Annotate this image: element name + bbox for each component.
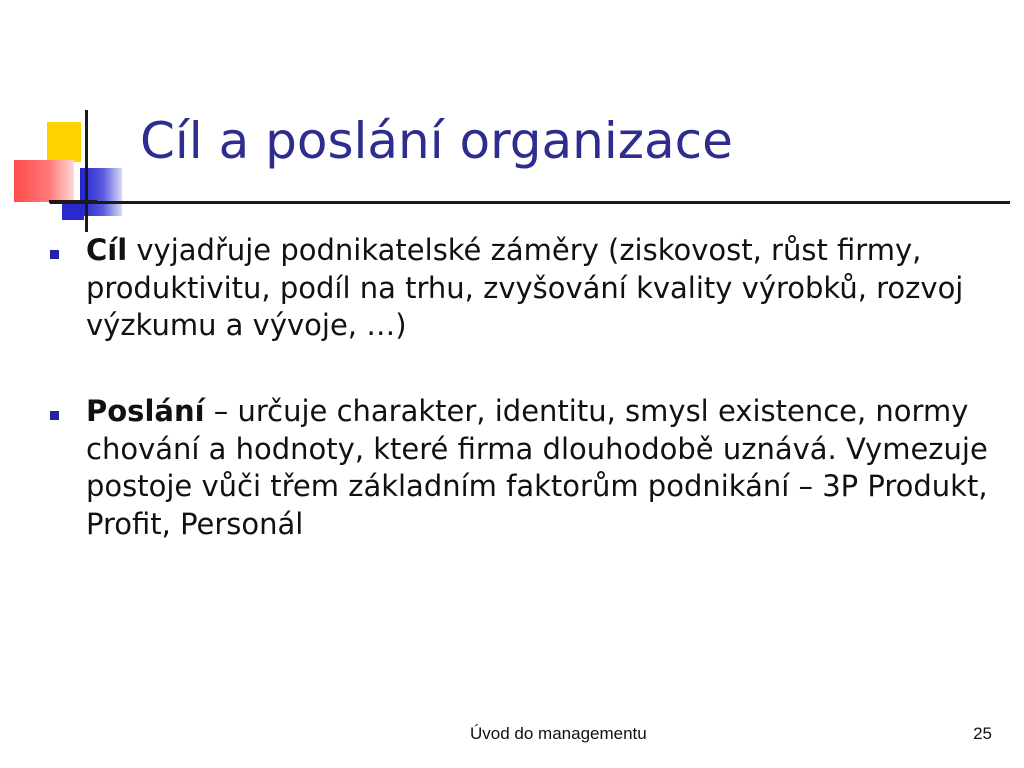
small-blue-square-decoration [62, 202, 84, 220]
title-underline [50, 201, 1010, 204]
bullet-list [44, 232, 994, 592]
page-number: 25 [973, 724, 992, 743]
square-bullet-icon [50, 411, 59, 420]
red-square-decoration [14, 160, 74, 202]
bullet-term: Poslání [86, 394, 205, 429]
footer-course-title: Úvod do managementu [470, 724, 647, 743]
decorative-logo [0, 100, 150, 230]
square-bullet-icon [50, 250, 59, 259]
vertical-line-decoration [85, 110, 88, 232]
bullet-item-poslani [44, 393, 994, 544]
bullet-item-cil [44, 232, 994, 345]
bullet-text: – určuje charakter, identitu, smysl existence, normy chování a hodnoty, které firma dlouhodobě uznává. Vymezuje postoje vůči třem základním faktorům podnikání – 3P Produkt, Profit, Personál [86, 394, 988, 542]
bullet-text: vyjadřuje podnikatelské záměry (ziskovost, růst firmy, produktivitu, podíl na trhu, zvyšování kvality výrobků, rozvoj výzkumu a vývoje, …) [86, 233, 964, 343]
bullet-term: Cíl [86, 233, 128, 267]
slide-title: Cíl a poslání organizace [140, 112, 733, 170]
yellow-square-decoration [47, 122, 81, 162]
